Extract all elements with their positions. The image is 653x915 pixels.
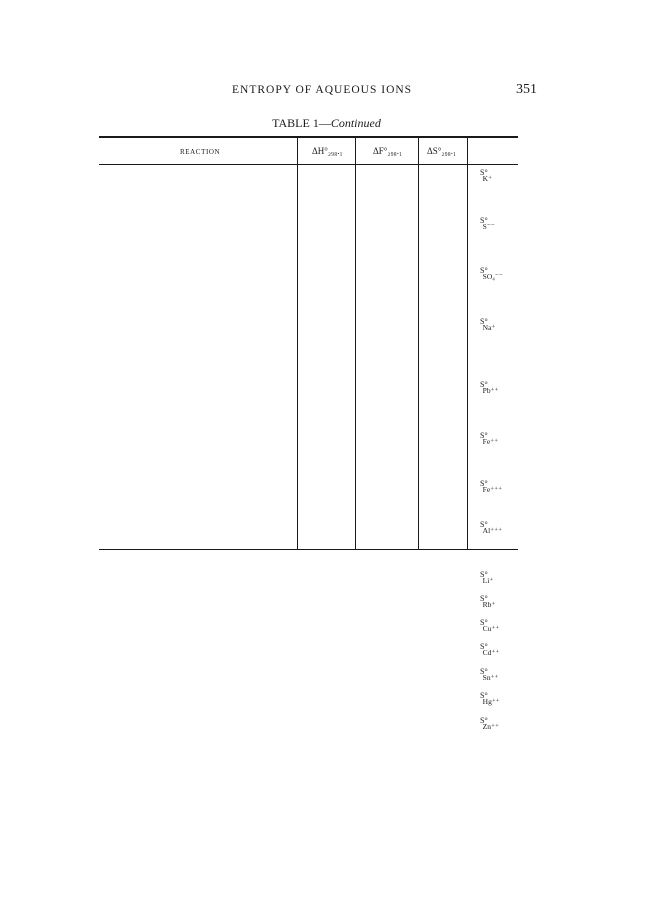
ion-symbol: S° bbox=[480, 520, 488, 529]
ion-header bbox=[480, 667, 499, 682]
ion-symbol: S° bbox=[480, 479, 488, 488]
table-caption bbox=[0, 116, 653, 131]
ion-symbol: S° bbox=[480, 642, 488, 651]
ion-label: Fe⁺⁺⁺ bbox=[482, 485, 503, 494]
ion-label: Pb⁺⁺ bbox=[482, 386, 499, 395]
running-header bbox=[0, 84, 653, 100]
ion-header bbox=[480, 168, 492, 183]
page-number: 351 bbox=[516, 82, 537, 97]
running-title: ENTROPY OF AQUEOUS IONS bbox=[232, 84, 413, 96]
column-rule-2 bbox=[355, 136, 356, 549]
ion-label: Cu⁺⁺ bbox=[482, 624, 500, 633]
ion-label: Rb⁺ bbox=[482, 600, 496, 609]
ion-header bbox=[480, 479, 502, 494]
ion-header bbox=[480, 520, 502, 535]
ion-label: Hg⁺⁺ bbox=[482, 697, 500, 706]
column-header-ds: ΔS°₂₉₈.₁ bbox=[427, 146, 457, 156]
ion-header bbox=[480, 716, 499, 731]
ion-header bbox=[480, 216, 495, 231]
ion-header bbox=[480, 266, 503, 281]
column-rule-3 bbox=[418, 136, 419, 549]
ion-header bbox=[480, 380, 499, 395]
ion-symbol: S° bbox=[480, 317, 488, 326]
ion-label: Cd⁺⁺ bbox=[482, 648, 500, 657]
ion-header bbox=[480, 317, 495, 332]
table-caption-italic: Continued bbox=[330, 116, 381, 130]
column-rule-1 bbox=[297, 136, 298, 549]
ion-header bbox=[480, 570, 493, 585]
ion-symbol: S° bbox=[480, 431, 488, 440]
ion-symbol: S° bbox=[480, 380, 488, 389]
ion-symbol: S° bbox=[480, 716, 488, 725]
ion-symbol: S° bbox=[480, 594, 488, 603]
ion-label: Li⁺ bbox=[482, 576, 494, 585]
column-header-dh: ΔH°₂₉₈.₁ bbox=[312, 146, 343, 156]
table-caption-main: TABLE 1— bbox=[272, 116, 331, 130]
ion-symbol: S° bbox=[480, 618, 488, 627]
ion-symbol: S° bbox=[480, 168, 488, 177]
ion-label: S⁻⁻ bbox=[482, 222, 495, 231]
ion-label: Na⁺ bbox=[482, 323, 496, 332]
ion-label: Sn⁺⁺ bbox=[482, 673, 499, 682]
ion-label: Zn⁺⁺ bbox=[482, 722, 499, 731]
ion-header bbox=[480, 642, 499, 657]
ion-header bbox=[480, 618, 499, 633]
ion-label: K⁺ bbox=[482, 174, 493, 183]
ion-symbol: S° bbox=[480, 266, 488, 275]
ion-label: Fe⁺⁺ bbox=[482, 437, 499, 446]
ion-symbol: S° bbox=[480, 691, 488, 700]
table-top-rule bbox=[99, 136, 518, 138]
table-header-rule bbox=[99, 164, 518, 165]
column-rule-4 bbox=[467, 136, 468, 549]
ion-header bbox=[480, 594, 495, 609]
ion-symbol: S° bbox=[480, 667, 488, 676]
ion-header bbox=[480, 691, 500, 706]
ion-label: Al⁺⁺⁺ bbox=[482, 526, 503, 535]
ion-symbol: S° bbox=[480, 570, 488, 579]
column-header-reaction: REACTION bbox=[180, 148, 221, 156]
ion-label: SO₄⁻⁻ bbox=[482, 272, 503, 281]
table-bottom-rule bbox=[99, 549, 518, 550]
column-header-df: ΔF°₂₉₈.₁ bbox=[373, 146, 403, 156]
ion-header bbox=[480, 431, 498, 446]
ion-symbol: S° bbox=[480, 216, 488, 225]
